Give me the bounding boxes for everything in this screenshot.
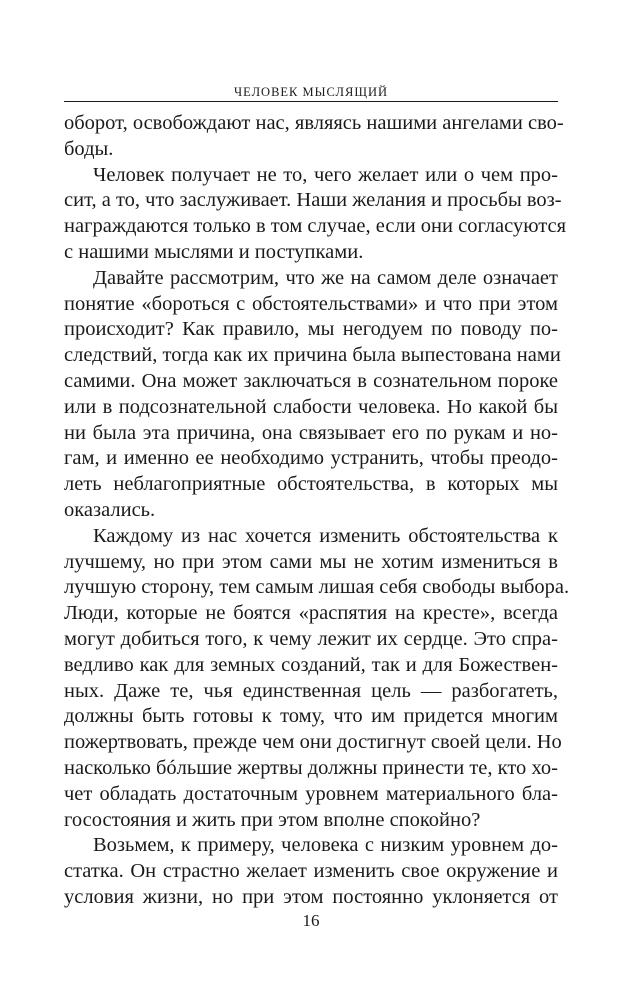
running-head: ЧЕЛОВЕК МЫСЛЯЩИЙ bbox=[233, 85, 389, 99]
text-line: происходит? Как правило, мы негодуем по поводу по- bbox=[64, 318, 558, 341]
text-line: награждаются только в том случае, если они согласуются bbox=[64, 215, 567, 238]
text-line: сит, а то, что заслуживает. Наши желания и просьбы воз- bbox=[64, 189, 562, 212]
text-line: леть неблагоприятные обстоятельства, в которых мы bbox=[64, 473, 558, 496]
text-line: насколько бóльшие жертвы должны принести те, кто хо- bbox=[64, 756, 558, 779]
text-line: госостояния и жить при этом вполне спокойно? bbox=[64, 808, 481, 831]
text-line: или в подсознательной слабости человека. Но какой бы bbox=[64, 395, 558, 418]
text-line: лучшему, но при этом сами мы не хотим измениться в bbox=[64, 550, 558, 573]
page-number: 16 bbox=[302, 911, 320, 930]
text-line: Каждому из нас хочется изменить обстоятельства к bbox=[93, 524, 558, 547]
text-line: пожертвовать, прежде чем они достигнут своей цели. Но bbox=[64, 731, 562, 754]
text-line: ведливо как для земных созданий, так и для Божествен- bbox=[64, 653, 558, 676]
text-line: самими. Она может заключаться в сознательном пороке bbox=[64, 369, 558, 392]
text-line: могут добиться того, к чему лежит их сердце. Это спра- bbox=[64, 627, 558, 650]
text-line: лучшую сторону, тем самым лишая себя свободы выбора. bbox=[64, 576, 570, 599]
text-line: чет обладать достаточным уровнем материального бла- bbox=[64, 782, 558, 805]
text-line: следствий, тогда как их причина была выпестована нами bbox=[64, 344, 561, 367]
text-line: должны быть готовы к тому, что им придется многим bbox=[64, 705, 558, 728]
text-line: условия жизни, но при этом постоянно уклоняется от bbox=[64, 885, 558, 908]
text-line: Возьмем, к примеру, человека с низким уровнем до- bbox=[93, 834, 558, 857]
text-line: ни была эта причина, она связывает его по рукам и но- bbox=[64, 421, 558, 444]
text-line: ных. Даже те, чья единственная цель — разбогатеть, bbox=[64, 679, 558, 702]
text-line: Человек получает не то, чего желает или о чем про- bbox=[93, 163, 558, 186]
header-rule bbox=[64, 101, 558, 102]
text-line: статка. Он страстно желает изменить свое окружение и bbox=[64, 860, 558, 883]
text-line: понятие «бороться с обстоятельствами» и что при этом bbox=[64, 292, 558, 315]
text-line: гам, и именно ее необходимо устранить, чтобы преодо- bbox=[64, 447, 558, 470]
text-line: оборот, освобождают нас, являясь нашими ангелами сво- bbox=[64, 112, 564, 134]
text-line: оказались. bbox=[64, 498, 156, 521]
text-line: боды. bbox=[64, 137, 114, 160]
text-line: Люди, которые не боятся «распятия на кресте», всегда bbox=[64, 602, 558, 625]
body-text bbox=[64, 111, 570, 911]
text-line: Давайте рассмотрим, что же на самом деле означает bbox=[93, 266, 558, 289]
text-line: с нашими мыслями и поступками. bbox=[64, 240, 364, 263]
